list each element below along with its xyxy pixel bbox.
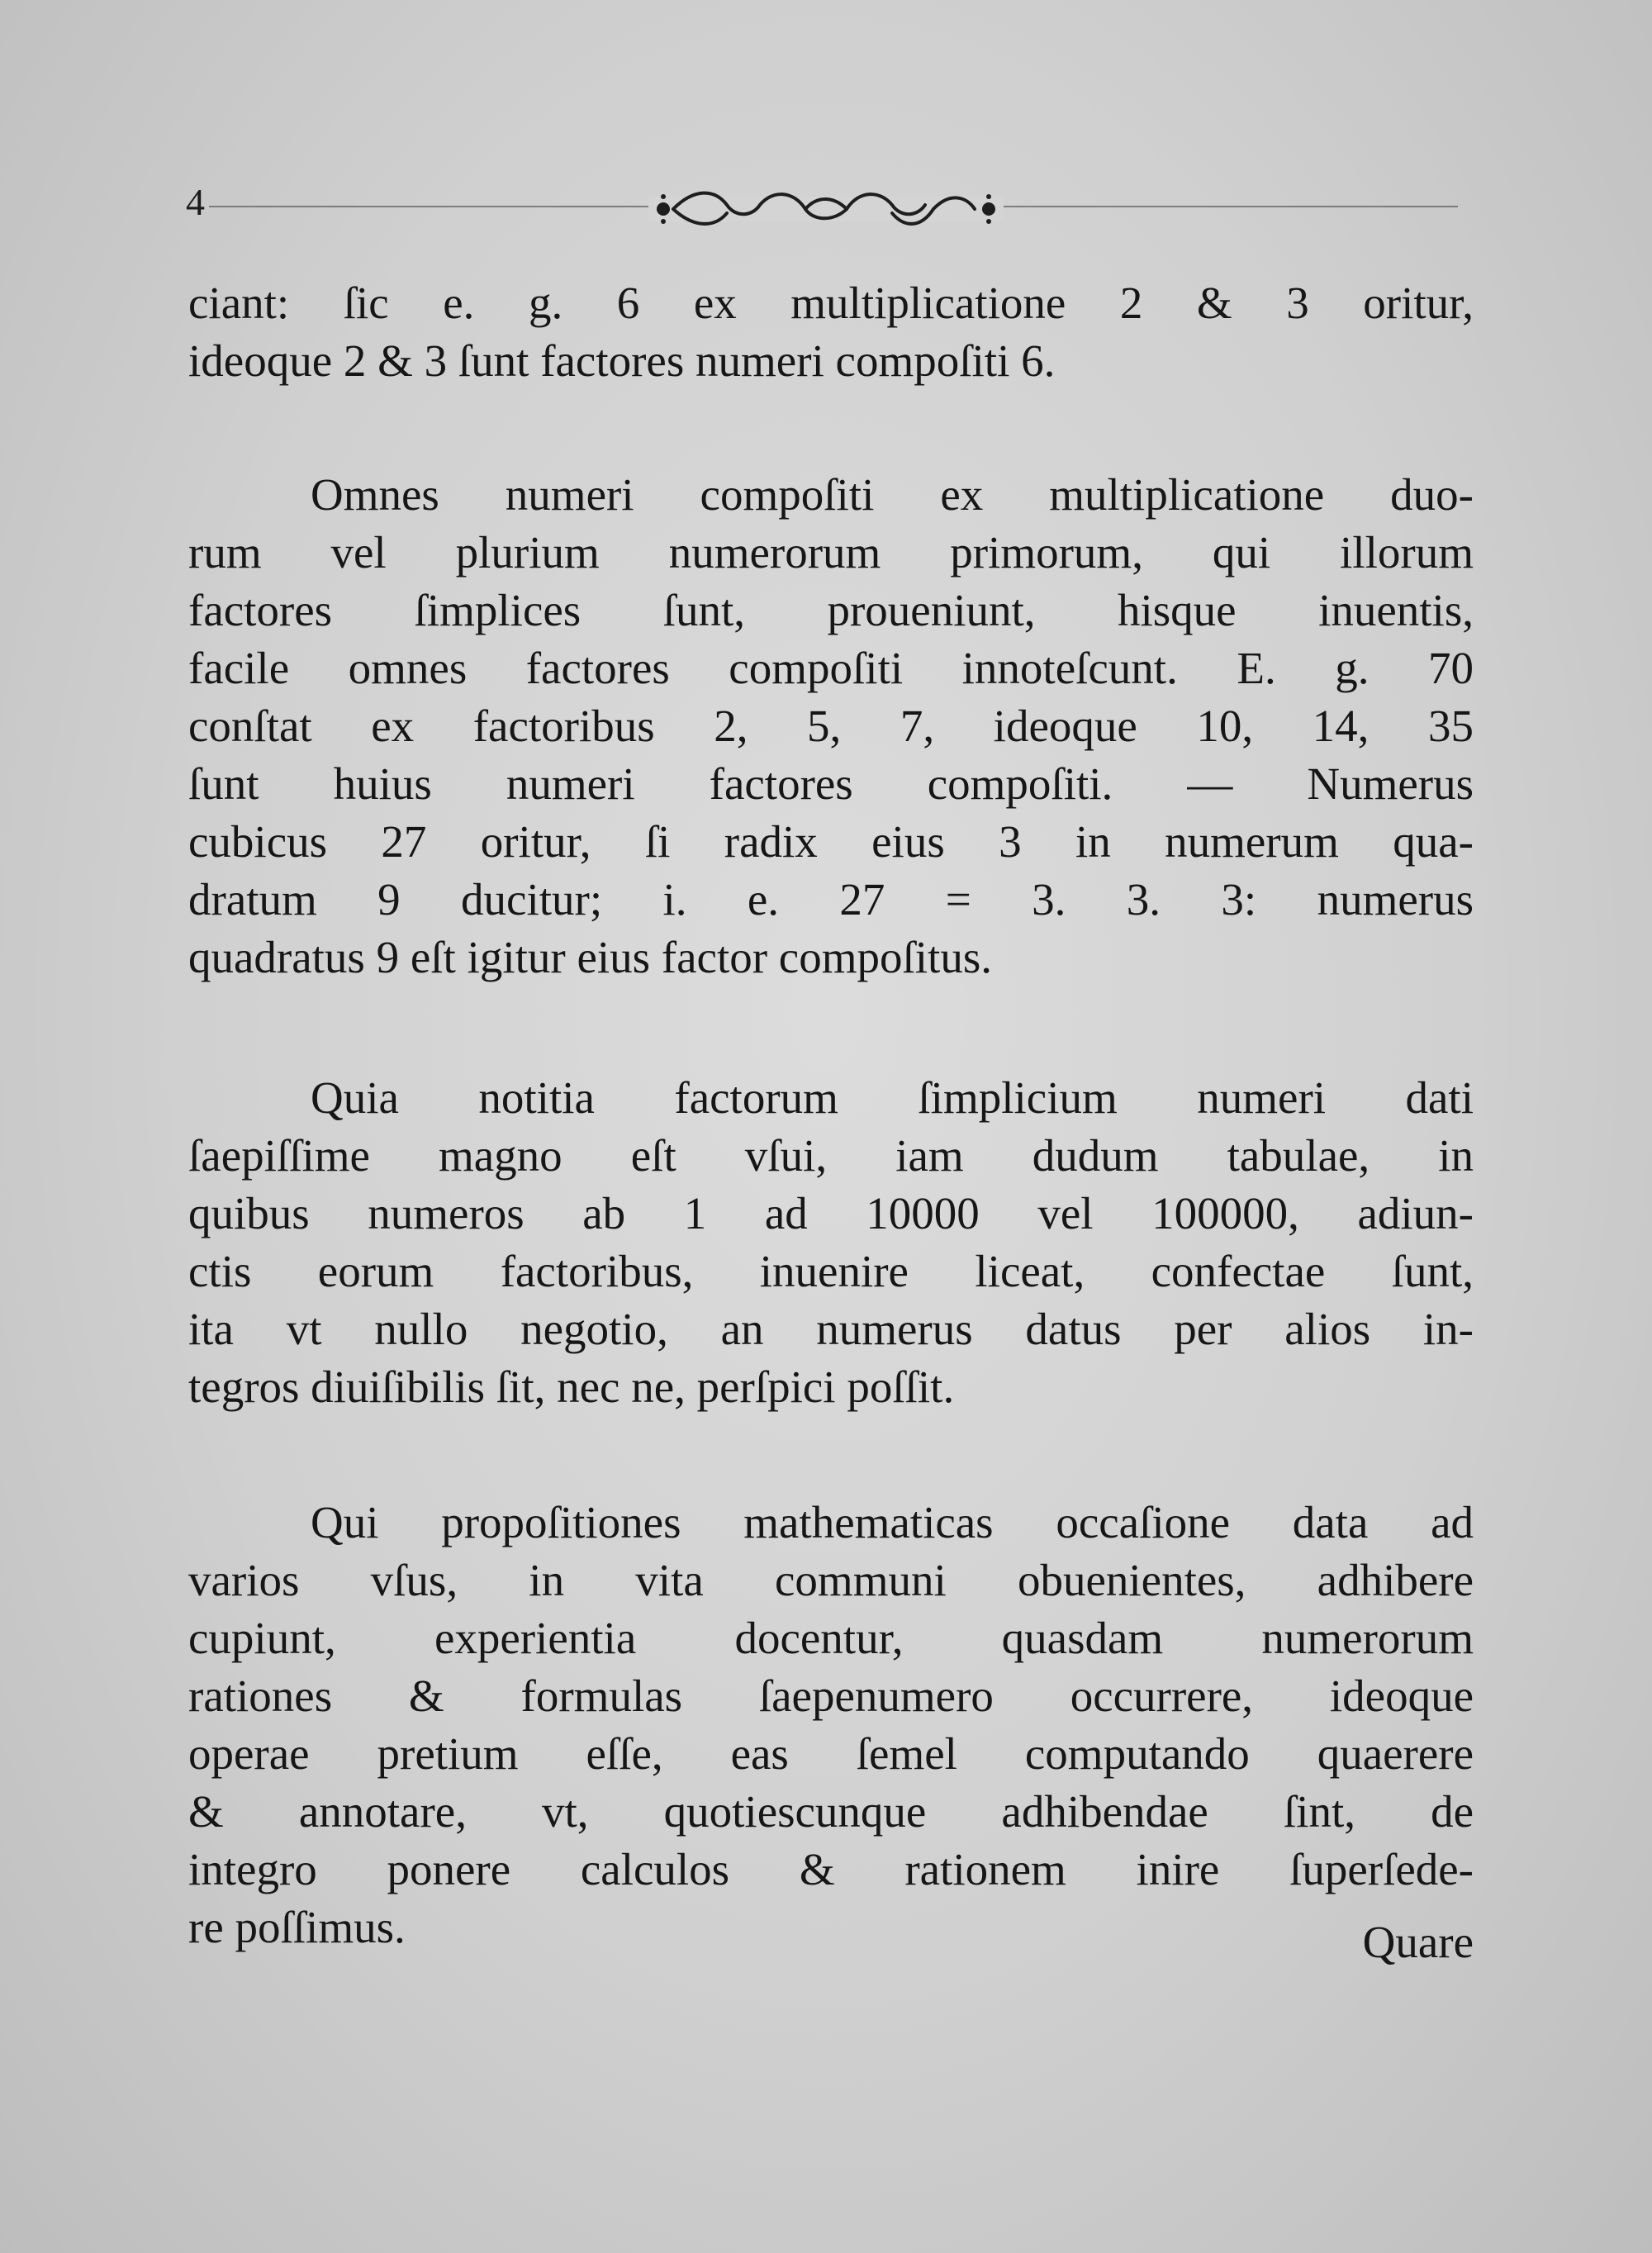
text-line: Quia notitia factorum ſimplicium numeri dati [311, 1072, 1474, 1123]
text-line: operae pretium eſſe, eas ſemel computando quaerere [188, 1728, 1474, 1779]
text-line: integro ponere calculos & rationem inire ſuperſede- [188, 1844, 1474, 1894]
paragraph-1 [188, 274, 1474, 390]
text-line: rum vel plurium numerorum primorum, qui illorum [188, 527, 1474, 578]
text-line: quadratus 9 eſt igitur eius factor compoſitus. [188, 932, 992, 982]
text-line: ideoque 2 & 3 ſunt factores numeri compoſiti 6. [188, 335, 1056, 386]
paragraph-gap [188, 986, 1474, 1069]
page-body [188, 274, 1474, 1967]
text-line: facile omnes factores compoſiti innoteſcunt. E. g. 70 [188, 643, 1474, 693]
text-line: varios vſus, in vita communi obuenientes, adhibere [188, 1555, 1474, 1605]
text-line: quibus numeros ab 1 ad 10000 vel 100000, adiun- [188, 1188, 1474, 1238]
text-line: cubicus 27 oritur, ſi radix eius 3 in numerum qua- [188, 816, 1474, 867]
catchword: Quare [1362, 1917, 1474, 1967]
paragraph-2 [188, 466, 1474, 986]
text-line: & annotare, vt, quotiescunque adhibendae ſint, de [188, 1786, 1474, 1837]
text-line: cupiunt, experientia docentur, quasdam numerorum [188, 1613, 1474, 1663]
text-line: ita vt nullo negotio, an numerus datus per alios in- [188, 1304, 1474, 1354]
paragraph-3 [188, 1069, 1474, 1416]
text-line: Qui propoſitiones mathematicas occaſione data ad [311, 1497, 1474, 1547]
scroll-ornament-icon [648, 180, 1004, 238]
text-line: ſaepiſſime magno eſt vſui, iam dudum tabulae, in [188, 1130, 1474, 1181]
final-line-row [188, 1899, 1474, 1967]
running-header [186, 180, 1458, 238]
paragraph-gap [188, 390, 1474, 466]
text-line: ciant: ſic e. g. 6 ex multiplicatione 2 & 3 oritur, [188, 278, 1474, 328]
text-line: Omnes numeri compoſiti ex multiplicatione duo- [311, 469, 1474, 520]
text-line: dratum 9 ducitur; i. e. 27 = 3. 3. 3: numerus [188, 874, 1474, 924]
text-line: ſunt huius numeri factores compoſiti. — Numerus [188, 758, 1474, 809]
text-line: ctis eorum factoribus, inuenire liceat, confectae ſunt, [188, 1246, 1474, 1296]
text-line: rationes & formulas ſaepenumero occurrere, ideoque [188, 1671, 1474, 1721]
paragraph-gap [188, 1416, 1474, 1494]
text-line: factores ſimplices ſunt, proueniunt, hisque inuentis, [188, 585, 1474, 635]
text-line: conſtat ex factoribus 2, 5, 7, ideoque 10, 14, 35 [188, 701, 1474, 751]
paragraph-4 [188, 1494, 1474, 1967]
text-line: tegros diuiſibilis ſit, nec ne, perſpici poſſit. [188, 1362, 955, 1412]
page-number: 4 [186, 181, 205, 223]
text-line: re poſſimus. [188, 1902, 406, 1952]
